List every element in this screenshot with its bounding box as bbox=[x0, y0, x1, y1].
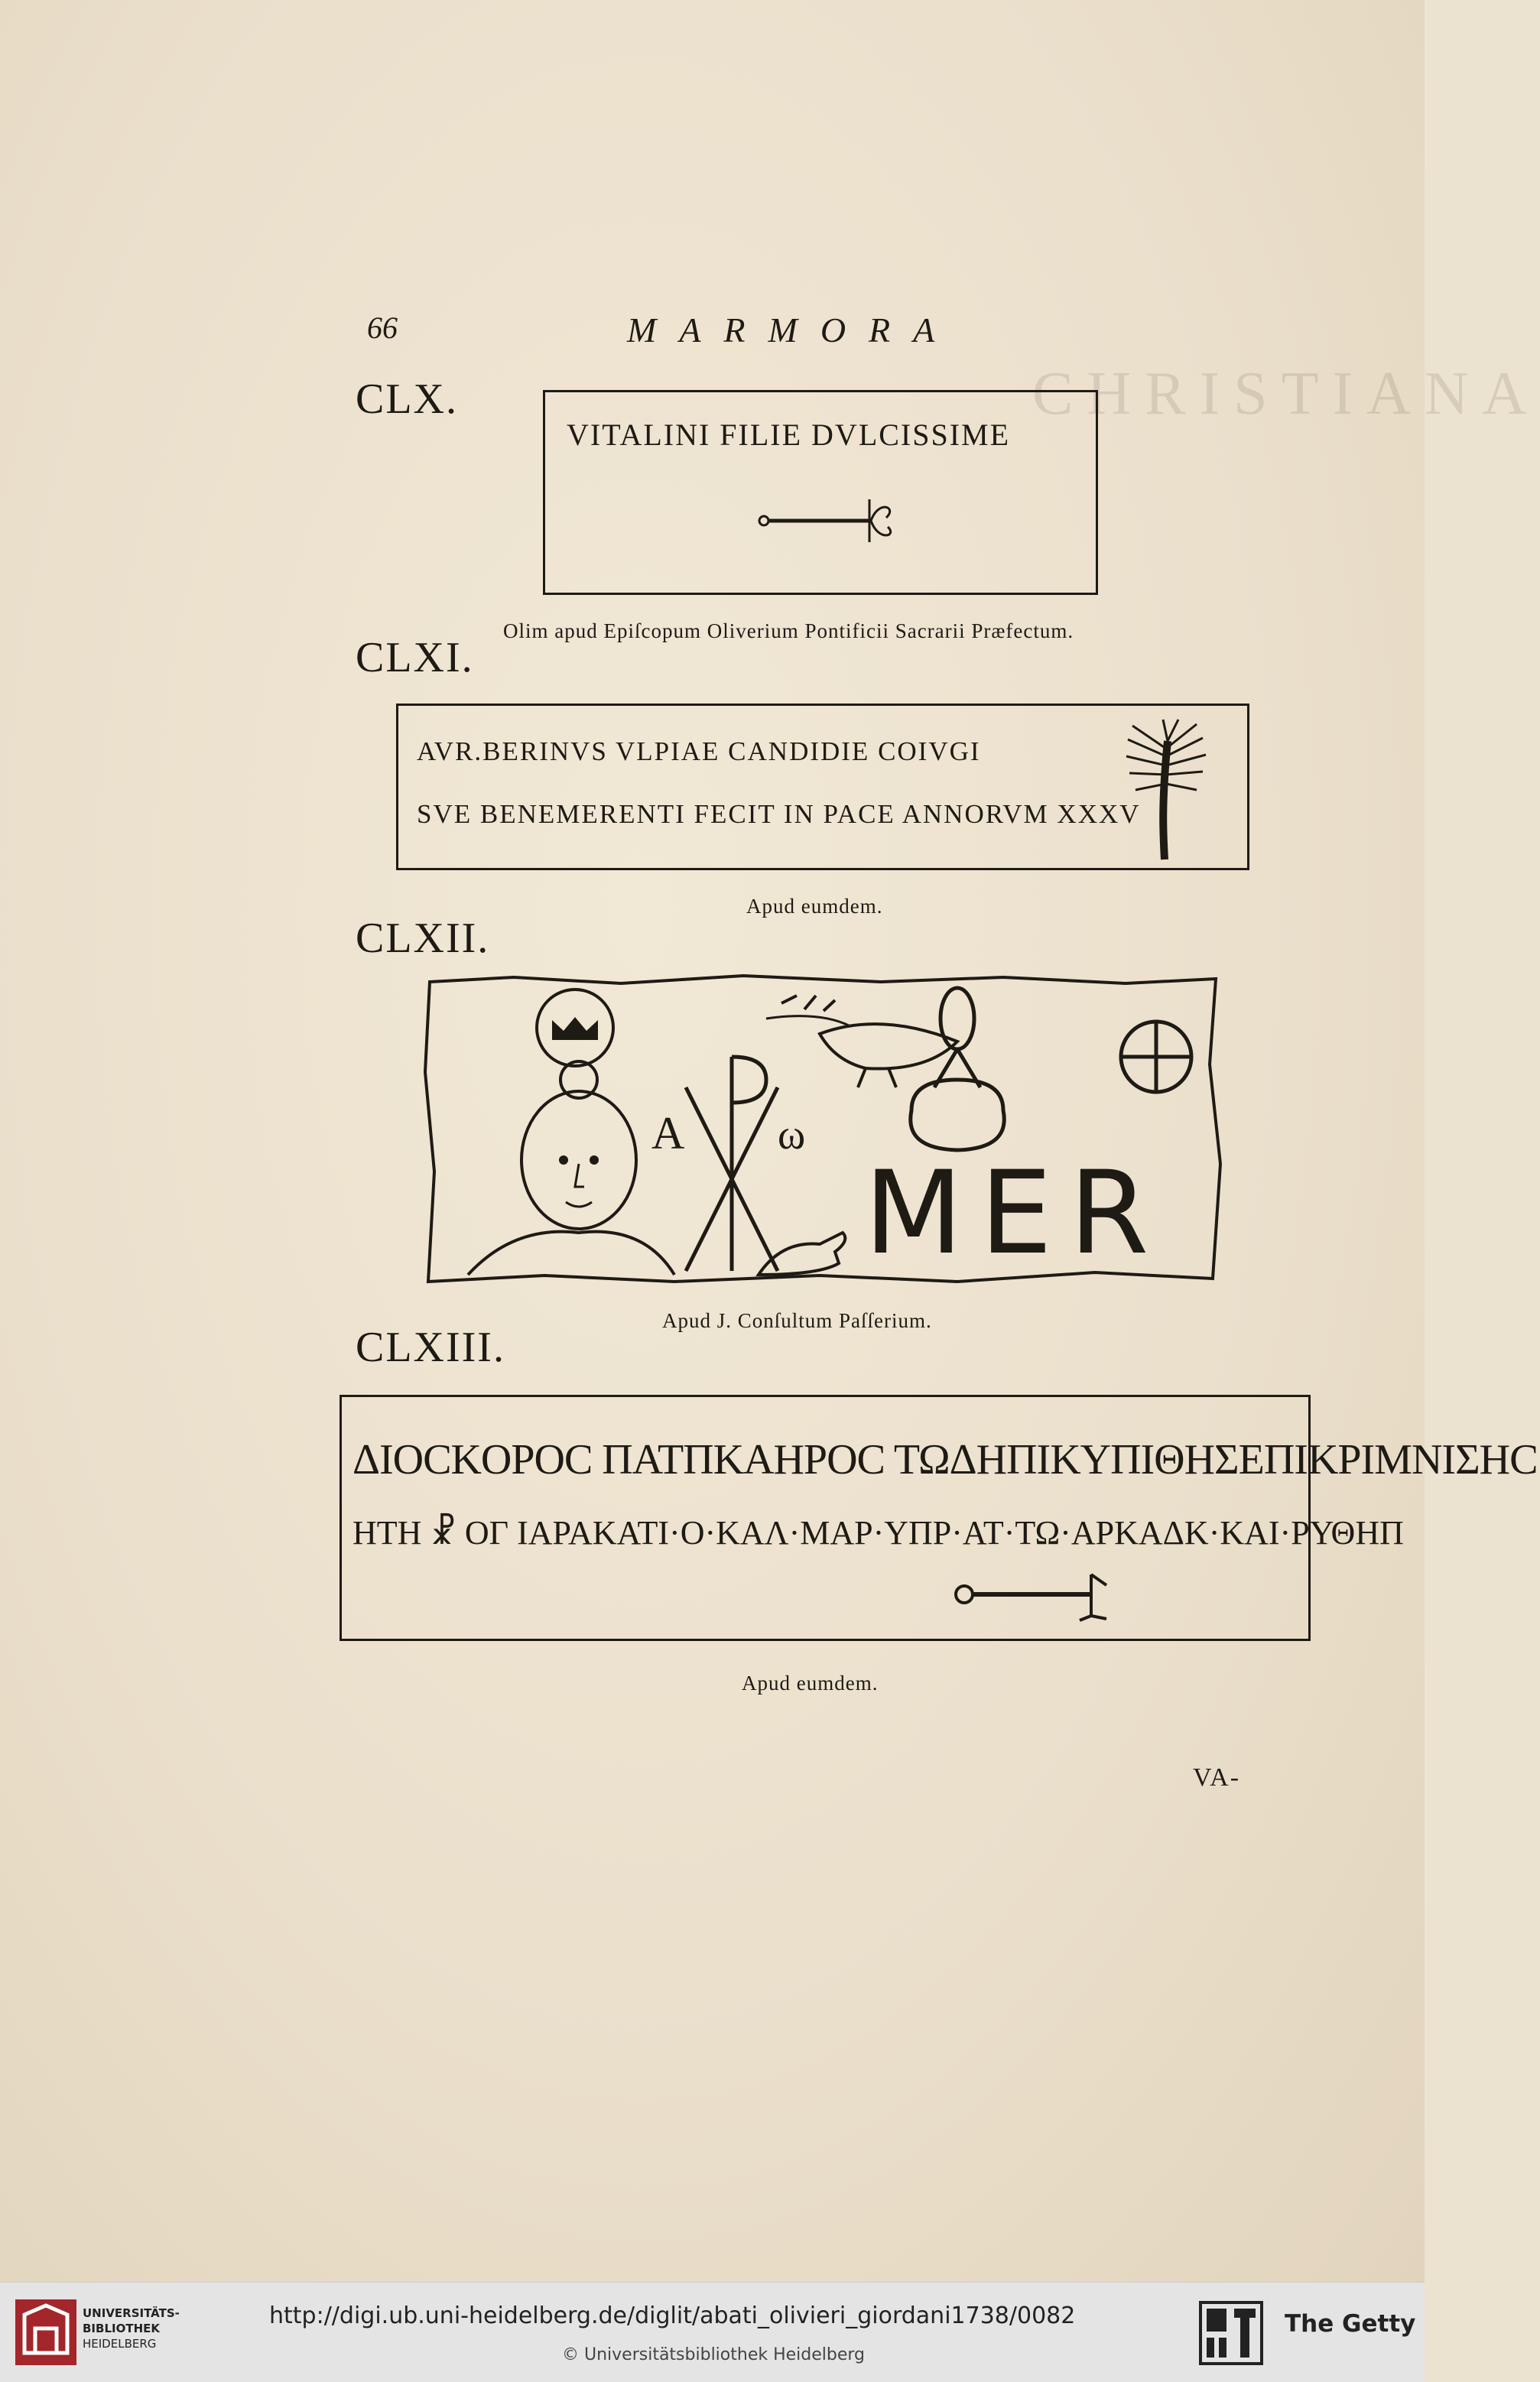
inscription-number: CLXI. bbox=[356, 634, 474, 681]
inscription-caption: Apud J. Conſultum Paſſerium. bbox=[662, 1309, 932, 1332]
inscription-line: VITALINI FILIE DVLCISSIME bbox=[567, 418, 1011, 452]
inscription-caption: Apud eumdem. bbox=[742, 1672, 879, 1695]
inscription-frame bbox=[543, 390, 1098, 595]
getty-logo-icon bbox=[1199, 2301, 1263, 2365]
inscription-line: MER bbox=[864, 1147, 1166, 1280]
library-name-line: HEIDELBERG bbox=[83, 2337, 157, 2351]
library-name-line: UNIVERSITÄTS- bbox=[83, 2306, 180, 2320]
show-through-text: CHRISTIANA bbox=[1032, 360, 1540, 427]
partner-name: The Getty bbox=[1285, 2310, 1416, 2338]
library-name bbox=[83, 2306, 180, 2351]
catchword: VA- bbox=[1193, 1763, 1241, 1792]
inscription-number: CLXIII. bbox=[356, 1324, 505, 1371]
anchor-icon bbox=[756, 492, 909, 553]
inscription-frame bbox=[396, 704, 1249, 870]
page-number: 66 bbox=[367, 310, 398, 345]
inscription-line: AVR.BERINVS VLPIAE CANDIDIE COIVGI bbox=[417, 736, 981, 766]
inscription-line: SVE BENEMERENTI FECIT IN PACE ANNORVM XXXV bbox=[417, 799, 1141, 829]
inscription-number: CLX. bbox=[356, 375, 458, 423]
palm-branch-icon bbox=[1117, 718, 1217, 863]
viewer-footer bbox=[0, 2282, 1425, 2382]
running-head: MARMORA bbox=[627, 310, 958, 349]
library-name-line: BIBLIOTHEK bbox=[83, 2322, 160, 2335]
inscription-caption: Apud eumdem. bbox=[746, 895, 883, 918]
inscription-caption: Olim apud Epiſcopum Oliverium Pontificii Sacrarii Præfectum. bbox=[503, 619, 1074, 642]
anchor-icon bbox=[954, 1571, 1122, 1625]
inscription-line: ΗΤΗ ☧ ΟΓ ΙΑΡΑΚΑΤΙ·Ο·ΚΑΛ·ΜΑΡ·ΥΠΡ·ΑΤ·ΤΩ·ΑΡΚΑΔΚ·ΚΑΙ·ΡΥΘΗΠ bbox=[353, 1514, 1404, 1552]
copyright-notice: © Universitätsbibliothek Heidelberg bbox=[562, 2345, 866, 2364]
permalink-url[interactable]: http://digi.ub.uni-heidelberg.de/diglit/abati_olivieri_giordani1738/0082 bbox=[269, 2302, 1076, 2329]
university-library-logo-icon bbox=[15, 2299, 76, 2365]
inscription-line: ΔIOϹKOPOϹ ΠATΠKAHPOϹ ΤΩΔΗΠΙΚΥΠΙΘΗΣΕΠΙΚΡΙΜΝΙΣΗϹ bbox=[353, 1436, 1538, 1483]
inscription-number: CLXII. bbox=[356, 915, 490, 962]
svg-text:A: A bbox=[651, 1108, 685, 1159]
svg-text:ω: ω bbox=[778, 1111, 806, 1158]
inscription-frame bbox=[340, 1395, 1538, 1641]
